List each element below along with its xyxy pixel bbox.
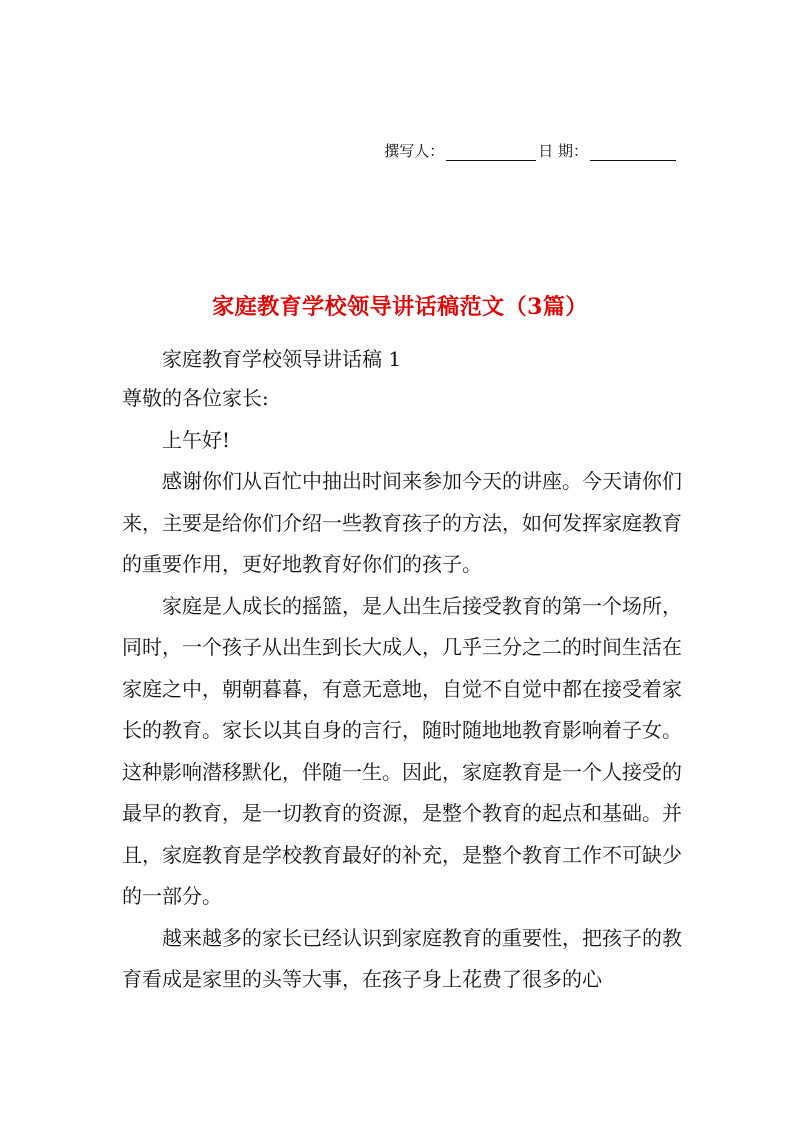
document-body <box>122 340 682 1001</box>
greeting: 上午好! <box>162 427 231 452</box>
paragraph-2: 家庭是人成长的摇篮，是人出生后接受教育的第一个场所，同时，一个孩子从出生到长大成人，几乎三分之二的时间生活在家庭之中，朝朝暮暮，有意无意地，自觉不自觉中都在接受着家长的教育。家长以其自身的言行，随时随地地教育影响着子女。这种影响潜移默化，伴随一生。因此，家庭教育是一个人接受的最早的教育，是一切教育的资源，是整个教育的起点和基础。并且，家庭教育是学校教育最好的补充，是整个教育工作不可缺少的一部分。 <box>122 593 682 908</box>
author-date-line <box>384 140 678 161</box>
author-label: 撰写人： <box>384 142 445 160</box>
author-blank <box>446 145 536 161</box>
date-blank <box>590 145 676 161</box>
salutation: 尊敬的各位家长: <box>122 386 269 410</box>
paragraph-1: 感谢你们从百忙中抽出时间来参加今天的讲座。今天请你们来，主要是给你们介绍一些教育孩子的方法，如何发挥家庭教育的重要作用，更好地教育好你们的孩子。 <box>122 469 682 576</box>
speech-subtitle: 家庭教育学校领导讲话稿 1 <box>162 347 402 371</box>
document-title: 家庭教育学校领导讲话稿范文（3篇） <box>212 294 588 320</box>
paragraph-3: 越来越多的家长已经认识到家庭教育的重要性，把孩子的教育看成是家里的头等大事，在孩子身上花费了很多的心 <box>122 925 682 991</box>
date-label: 日 期： <box>538 142 588 160</box>
